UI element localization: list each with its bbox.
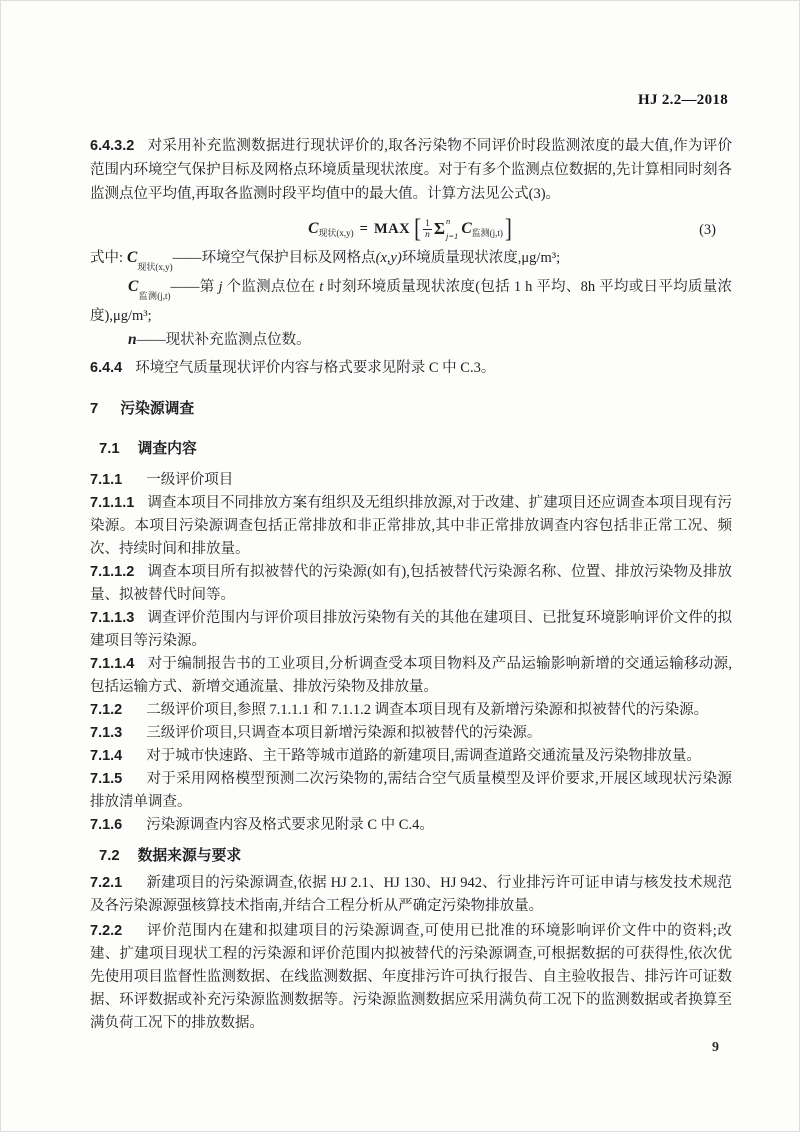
- clause-7-2-1: 7.2.1 新建项目的污染源调查,依据 HJ 2.1、HJ 130、HJ 942、行业排污许可证申请与核发技术规范及各污染源源强核算技术指南,并结合工程分析从严确定污染物排放量。: [90, 875, 732, 914]
- where-prefix: 式中:: [90, 250, 124, 266]
- section-7-2-heading: 7.2 数据来源与要求: [99, 848, 242, 864]
- section-7-heading: 7 污染源调查: [90, 401, 195, 417]
- clause-7-2-2: 7.2.2 评价范围内在建和拟建项目的污染源调查,可使用已批准的环境影响评价文件中的资料;改建、扩建项目现状工程的污染源和评价范围内拟被替代的污染源调查,可根据数据的可获得性,依次优先使用项目监督性监测数据、在线监测数据、年度排污许可执行报告、自主验收报告、排污许可证数据、环评数据或补充污染源监测数据等。污染源监测数据应采用满负荷工况下的监测数据或者换算至满负荷工况下的排放数据。: [90, 923, 732, 1031]
- formula-rhs-symbol: C: [461, 220, 472, 237]
- section-7-1-heading: 7.1 调查内容: [99, 441, 197, 457]
- max-operator: MAX: [373, 221, 411, 237]
- where-definition-1: 式中: $C_{现状(x,y)}——$环境空气保护目标及网格点(x,y)环境质量现状浓度,μg/m³;: [90, 249, 561, 272]
- clause-7-1-2: 7.1.2 二级评价项目,参照 7.1.1.1 和 7.1.1.2 调查本项目现有及新增污染源和拟被替代的污染源。: [90, 702, 709, 718]
- clause-text: 对采用补充监测数据进行现状评价的,取各污染物不同评价时段监测浓度的最大值,作为评价范围内环境空气保护目标及网格点环境质量现状浓度。对于有多个监测点位数据的,先计算相同时刻各监测点位平均值,再取各监测时段平均值中的最大值。计算方法见公式(3)。: [90, 138, 732, 202]
- formula-body: [308, 213, 514, 243]
- clause-text: 环境空气质量现状评价内容与格式要求见附录 C 中 C.3。: [135, 360, 496, 376]
- clause-7-1-1-3: 7.1.1.3 调查评价范围内与评价项目排放污染物有关的其他在建项目、已批复环境影响评价文件的拟建项目等污染源。: [90, 610, 732, 649]
- clause-7-1-1-4: 7.1.1.4 对于编制报告书的工业项目,分析调查受本项目物料及产品运输影响新增的交通运输移动源,包括运输方式、新增交通流量、排放污染物及排放量。: [90, 656, 732, 695]
- formula-lhs-subscript: 现状(x,y): [318, 228, 354, 238]
- where-definition-2: $C_{监测(j,t)}——$第 j 个监测点位在 t 时刻环境质量现状浓度(包括 1 h 平均、8h 平均或日平均质量浓度),μg/m³;: [90, 278, 733, 324]
- clause-number: 6.4.4: [90, 360, 123, 376]
- page-content: [90, 134, 732, 1035]
- clause-6-4-3-2: [90, 134, 732, 206]
- clause-7-1-1-1: 7.1.1.1 调查本项目不同排放方案有组织及无组织排放源,对于改建、扩建项目还应调查本项目现有污染源。本项目污染源调查包括正常排放和非正常排放,其中非正常排放调查内容包括非正常工况、频次、持续时间和排放量。: [90, 495, 732, 557]
- section-7-2-body: [90, 872, 732, 1035]
- right-bracket: ]: [504, 213, 512, 243]
- clause-7-1-3: 7.1.3 三级评价项目,只调查本项目新增污染源和拟被替代的污染源。: [90, 725, 542, 741]
- formula-lhs-symbol: C: [308, 220, 319, 237]
- page-number: 9: [712, 1040, 719, 1055]
- left-bracket: [: [414, 213, 422, 243]
- clause-6-4-4: [90, 356, 732, 380]
- clause-7-1-6: 7.1.6 污染源调查内容及格式要求见附录 C 中 C.4。: [90, 817, 434, 833]
- fraction-1-over-n: 1 n: [425, 218, 430, 240]
- where-definition-3: n——现状补充监测点位数。: [128, 331, 311, 348]
- where-block: [90, 246, 732, 352]
- clause-number: 6.4.3.2: [90, 138, 135, 154]
- section-7-1-body: [90, 469, 732, 837]
- clause-7-1-1-2: 7.1.1.2 调查本项目所有拟被替代的污染源(如有),包括被替代污染源名称、位置、排放污染物及排放量、拟被替代时间等。: [90, 564, 732, 603]
- clause-7-1-5: 7.1.5 对于采用网格模型预测二次污染物的,需结合空气质量模型及评价要求,开展区域现状污染源排放清单调查。: [90, 771, 732, 810]
- equation-3: [90, 212, 732, 246]
- sigma-symbol: Σ: [433, 219, 445, 238]
- equals-sign: =: [359, 221, 368, 237]
- clause-7-1-4: 7.1.4 对于城市快速路、主干路等城市道路的新建项目,需调查道路交通流量及污染物排放量。: [90, 748, 701, 764]
- equation-number: (3): [699, 222, 716, 238]
- formula-rhs-subscript: 监测(j,t): [471, 228, 503, 238]
- clause-7-1-1-heading: 7.1.1 一级评价项目: [90, 472, 234, 488]
- sigma-limits: n j=1: [445, 216, 459, 241]
- doc-code: HJ 2.2—2018: [638, 92, 728, 108]
